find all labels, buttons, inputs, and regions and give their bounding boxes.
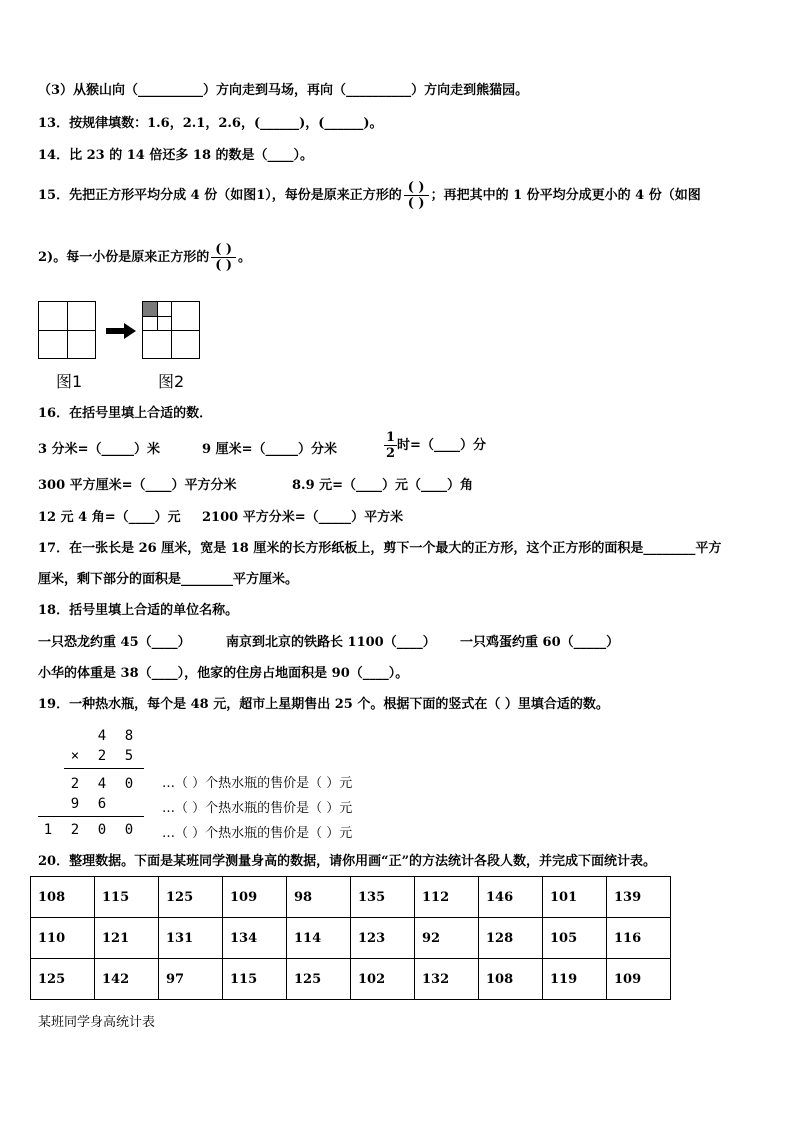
partial2-digit: 6 (97, 796, 107, 812)
table-cell: 98 (287, 877, 351, 918)
partial1-digit: 2 (70, 776, 80, 792)
q19-note-2[interactable]: …（ ）个热水瓶的售价是（ ）元 (162, 801, 353, 816)
q19-note-1[interactable]: …（ ）个热水瓶的售价是（ ）元 (162, 776, 353, 791)
partial1-digit: 4 (97, 776, 107, 792)
table-cell: 128 (479, 918, 543, 959)
table-cell: 142 (95, 959, 159, 1000)
q12-text-b: ）方向走到马场，再向（ (203, 83, 347, 98)
q14: 14．比 23 的 14 倍还多 18 的数是（____）。 (38, 148, 314, 163)
table-cell: 102 (351, 959, 415, 1000)
q16-frac-num: 1 (386, 430, 396, 445)
figure-1-caption: 图1 (56, 372, 83, 391)
q16-title: 16．在括号里填上合适的数． (38, 406, 213, 421)
result-digit: 2 (70, 822, 80, 838)
table-cell: 115 (95, 877, 159, 918)
q12-part3 (38, 83, 528, 99)
table-row (31, 918, 671, 959)
table-cell: 109 (223, 877, 287, 918)
table-cell: 92 (415, 918, 479, 959)
table-caption: 某班同学身高统计表 (38, 1015, 156, 1030)
q17-line1: 17．在一张长是 26 厘米，宽是 18 厘米的长方形纸板上，剪下一个最大的正方形，这个正方形的面积是________平方 (38, 541, 722, 556)
table-cell: 125 (31, 959, 95, 1000)
table-cell: 105 (543, 918, 607, 959)
table-cell: 110 (31, 918, 95, 959)
table-cell: 115 (223, 959, 287, 1000)
table-cell: 131 (159, 918, 223, 959)
table-cell: 125 (287, 959, 351, 1000)
q15-frac2-den: ( ) (215, 258, 233, 273)
table-cell: 112 (415, 877, 479, 918)
table-cell: 101 (543, 877, 607, 918)
arrow-icon (106, 321, 136, 341)
multiplicand-digit: 4 (97, 728, 107, 744)
q16-item-3-text: 时=（____）分 (397, 438, 486, 453)
shaded-small-square (143, 302, 157, 316)
q18-item-1[interactable]: 一只恐龙约重 45（____） (38, 635, 191, 650)
q16-item-2[interactable]: 9 厘米=（_____）分米 (202, 442, 337, 457)
q15-text-c: 2)。每一小份是原来正方形的 (38, 250, 210, 265)
q17-line2: 厘米，剩下部分的面积是________平方厘米。 (38, 572, 299, 587)
q16-item-3[interactable] (384, 430, 486, 461)
table-cell: 114 (287, 918, 351, 959)
rule-line-2 (38, 816, 144, 817)
q15-fraction-1[interactable] (404, 180, 429, 211)
q18-title: 18．括号里填上合适的单位名称。 (38, 603, 239, 618)
table-cell: 135 (351, 877, 415, 918)
result-digit: 1 (43, 822, 53, 838)
table-cell: 146 (479, 877, 543, 918)
table-row (31, 959, 671, 1000)
q13: 13．按规律填数：1.6，2.1，2.6，(______)，(______)。 (38, 116, 383, 131)
q18-item-3[interactable]: 一只鸡蛋约重 60（_____） (460, 635, 620, 650)
q15-line2 (38, 242, 251, 273)
table-cell: 134 (223, 918, 287, 959)
q16-item-1[interactable]: 3 分米=（_____）米 (38, 442, 160, 457)
q15-frac1-num: ( ) (407, 180, 425, 195)
q12-blank-b[interactable]: __________ (346, 83, 412, 98)
result-digit: 0 (97, 822, 107, 838)
height-data-table (30, 876, 671, 1000)
q18-item-2[interactable]: 南京到北京的铁路长 1100（____） (226, 635, 436, 650)
table-cell: 139 (607, 877, 671, 918)
partial1-digit: 0 (124, 776, 134, 792)
q19-title: 19．一种热水瓶，每个是 48 元，超市上星期售出 25 个。根据下面的竖式在（ ）里填合适的数。 (38, 697, 609, 712)
multiplicand-digit: 8 (124, 728, 134, 744)
result-digit: 0 (124, 822, 134, 838)
q16-item-4[interactable]: 300 平方厘米=（____）平方分米 (38, 478, 237, 493)
table-row (31, 877, 671, 918)
q15-fraction-2[interactable] (211, 242, 236, 273)
q15-text-b: ；再把其中的 1 份平均分成更小的 4 份（如图 (430, 188, 701, 203)
table-cell: 121 (95, 918, 159, 959)
q15-line1 (38, 180, 701, 211)
table-cell: 108 (479, 959, 543, 1000)
rule-line-1 (64, 768, 144, 769)
q12-text-c: ）方向走到熊猫园。 (411, 83, 529, 98)
table-cell: 109 (607, 959, 671, 1000)
q19-note-3[interactable]: …（ ）个热水瓶的售价是（ ）元 (162, 826, 353, 841)
q15-frac1-den: ( ) (407, 196, 425, 211)
q15-text-d: 。 (238, 250, 252, 265)
table-cell: 132 (415, 959, 479, 1000)
partial2-digit: 9 (70, 796, 80, 812)
figure-2-caption: 图2 (158, 372, 185, 391)
times-sign: × (70, 748, 80, 764)
q15-frac2-num: ( ) (215, 242, 233, 257)
multiplier-digit: 2 (97, 748, 107, 764)
q18-item-4[interactable]: 小华的体重是 38（____），他家的住房占地面积是 90（____）。 (38, 666, 409, 681)
q12-blank-a[interactable]: __________ (138, 83, 204, 98)
table-cell: 123 (351, 918, 415, 959)
q16-item-5[interactable]: 8.9 元=（____）元（____）角 (292, 478, 474, 493)
table-cell: 97 (159, 959, 223, 1000)
table-cell: 116 (607, 918, 671, 959)
table-cell: 119 (543, 959, 607, 1000)
q12-text-a: （3）从猴山向（ (38, 83, 139, 98)
table-cell: 108 (31, 877, 95, 918)
q16-item-6[interactable]: 12 元 4 角=（____）元 (38, 510, 181, 525)
multiplier-digit: 5 (124, 748, 134, 764)
q20-title: 20．整理数据。下面是某班同学测量身高的数据，请你用画“正”的方法统计各段人数，并完成下面统计表。 (38, 854, 657, 869)
q16-frac-den: 2 (386, 446, 396, 461)
q16-item-7[interactable]: 2100 平方分米=（_____）平方米 (202, 510, 404, 525)
table-cell: 125 (159, 877, 223, 918)
q15-text-a: 15．先把正方形平均分成 4 份（如图1），每份是原来正方形的 (38, 188, 402, 203)
